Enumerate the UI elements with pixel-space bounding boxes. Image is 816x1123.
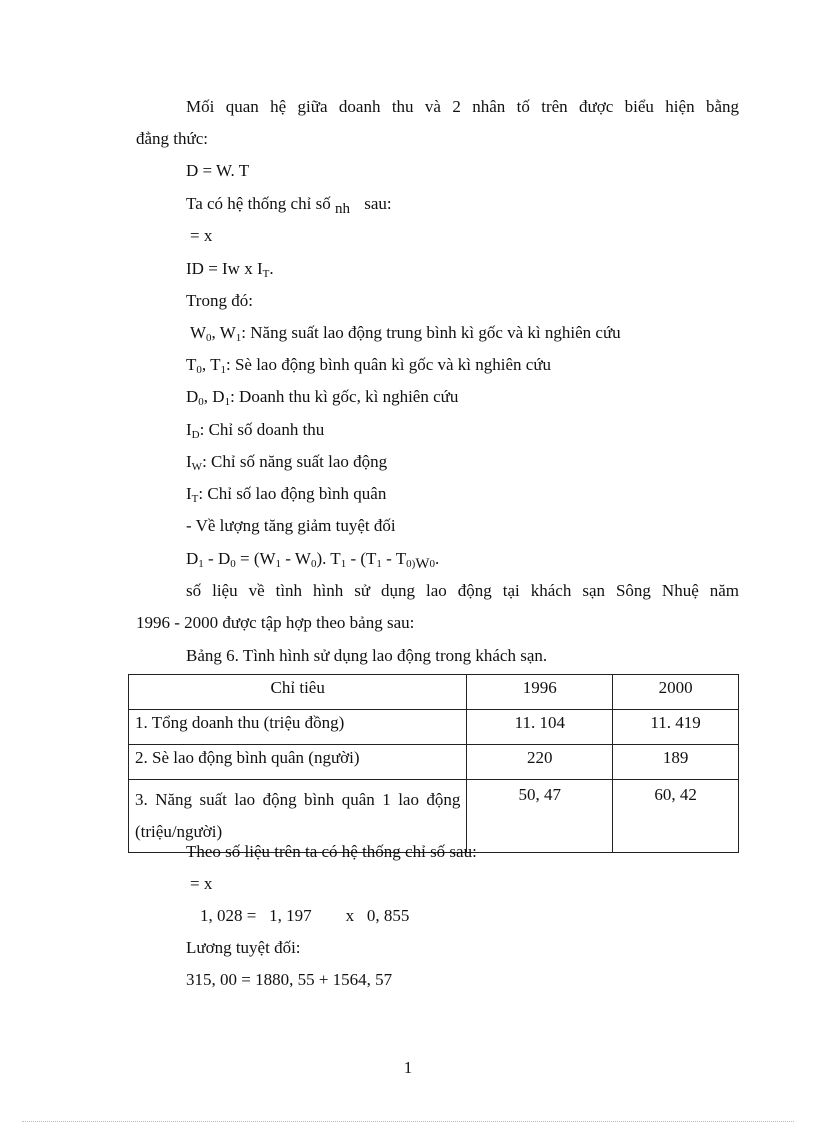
- table-header-cell: 1996: [467, 675, 613, 710]
- def-it-b: : Chỉ số lao động bình quân: [198, 484, 387, 503]
- page-bottom-divider: [22, 1121, 794, 1122]
- table-caption: Bảng 6. Tình hình sử dụng lao động trong khách sạn.: [186, 646, 548, 665]
- def-d-s1: 1: [224, 396, 231, 408]
- def-t-b: , T: [201, 355, 221, 374]
- table-header-row: [129, 675, 739, 710]
- absolute-heading: Lương tuyệt đối:: [186, 938, 301, 957]
- equation-x: = x: [190, 226, 213, 245]
- system-intro-sub: nh: [334, 201, 350, 217]
- table-cell: 189: [613, 745, 739, 780]
- paragraph-intro-line-2: đẳng thức:: [136, 129, 209, 148]
- table-cell: 3. Năng suất lao động bình quân 1 lao động (triệu/người): [129, 780, 467, 853]
- table-cell: 1. Tổng doanh thu (triệu đồng): [129, 710, 467, 745]
- eq2-c: = (W: [235, 549, 276, 568]
- def-d-s0: 0: [198, 396, 204, 408]
- definition-id: [186, 419, 324, 441]
- system-intro: [186, 193, 392, 220]
- eq2-s6: 1: [376, 558, 382, 570]
- eq2-i: .: [435, 549, 440, 568]
- eq2-h: W: [415, 556, 430, 572]
- calculation-line: 1, 028 = 1, 197 x 0, 855: [200, 906, 410, 925]
- system-intro-end: sau:: [364, 194, 392, 213]
- def-iw-b: : Chỉ số năng suất lao động: [202, 452, 388, 471]
- table-header-cell: Chỉ tiêu: [129, 675, 467, 710]
- index-equation: [186, 258, 274, 280]
- absolute-change-heading: - Về lượng tăng giảm tuyệt đối: [186, 516, 396, 535]
- table-cell: 11. 104: [467, 710, 613, 745]
- after-table-text: Theo số liệu trên ta có hệ thống chỉ số sau:: [186, 842, 477, 861]
- eq2-s1: 1: [198, 558, 204, 570]
- eq2-a: D: [186, 549, 199, 568]
- eq2-s8: 0: [429, 558, 435, 570]
- table-cell: 50, 47: [467, 780, 613, 853]
- eq2-s3: 1: [275, 558, 282, 570]
- def-w-s1: 1: [235, 332, 242, 344]
- paragraph-data-line-1: số liệu về tình hình sử dụng lao động tại khách sạn Sông Nhuệ năm: [186, 581, 739, 600]
- table-cell: 220: [467, 745, 613, 780]
- table-cell: 2. Sè lao động bình quân (người): [129, 745, 467, 780]
- def-it-s: T: [191, 493, 199, 505]
- def-t-s0: 0: [196, 364, 202, 376]
- formula-d: D = W. T: [186, 161, 250, 180]
- index-eq-end: .: [269, 259, 274, 278]
- definition-w: [190, 322, 621, 344]
- table-row: [129, 745, 739, 780]
- eq2-s5: 1: [340, 558, 347, 570]
- paragraph-data-line-2: 1996 - 2000 được tập hợp theo bảng sau:: [136, 613, 415, 632]
- paragraph-intro-line-1: Mối quan hệ giữa doanh thu và 2 nhân tố trên được biểu hiện bằng: [186, 97, 739, 116]
- trong-do: Trong đó:: [186, 291, 253, 310]
- eq2-s4: 0: [310, 558, 317, 570]
- def-it-a: I: [186, 484, 192, 503]
- definition-t: [186, 354, 551, 376]
- def-d-c: : Doanh thu kì gốc, kì nghiên cứu: [230, 387, 459, 406]
- labor-usage-table: [128, 674, 739, 853]
- system-intro-text: Ta có hệ thống chỉ số: [186, 194, 331, 213]
- def-id-a: I: [186, 420, 192, 439]
- def-w-s0: 0: [206, 332, 212, 344]
- eq2-s2: 0: [230, 558, 236, 570]
- absolute-change-equation: [186, 548, 439, 575]
- def-d-a: D: [186, 387, 199, 406]
- def-t-a: T: [186, 355, 197, 374]
- eq2-s7: 0): [406, 558, 416, 570]
- def-w-c: : Năng suất lao động trung bình kì gốc và kì nghiên cứu: [241, 323, 621, 342]
- final-equation: 315, 00 = 1880, 55 + 1564, 57: [186, 970, 393, 989]
- page-number: 1: [403, 1058, 413, 1077]
- index-eq-text: ID = Iw x I: [186, 259, 263, 278]
- table-row: [129, 710, 739, 745]
- def-id-s: D: [191, 429, 200, 441]
- def-iw-a: I: [186, 452, 192, 471]
- table-cell: 11. 419: [613, 710, 739, 745]
- definition-iw: [186, 451, 387, 473]
- def-w-a: W: [190, 323, 207, 342]
- def-iw-s: W: [191, 461, 203, 473]
- eq2-g: - T: [381, 549, 407, 568]
- definition-it: [186, 483, 386, 505]
- eq2-f: - (T: [346, 549, 377, 568]
- def-t-s1: 1: [220, 364, 226, 376]
- def-t-c: : Sè lao động bình quân kì gốc và kì nghiên cứu: [225, 355, 552, 374]
- def-w-b: , W: [211, 323, 236, 342]
- table-cell: 60, 42: [613, 780, 739, 853]
- table-header-cell: 2000: [613, 675, 739, 710]
- def-id-b: : Chỉ số doanh thu: [199, 420, 325, 439]
- definition-d: [186, 386, 458, 408]
- def-d-b: , D: [203, 387, 225, 406]
- index-eq-sub: T: [262, 268, 270, 280]
- equation-x-2: = x: [190, 874, 213, 893]
- eq2-d: - W: [281, 549, 311, 568]
- eq2-b: - D: [203, 549, 231, 568]
- eq2-e: ). T: [316, 549, 341, 568]
